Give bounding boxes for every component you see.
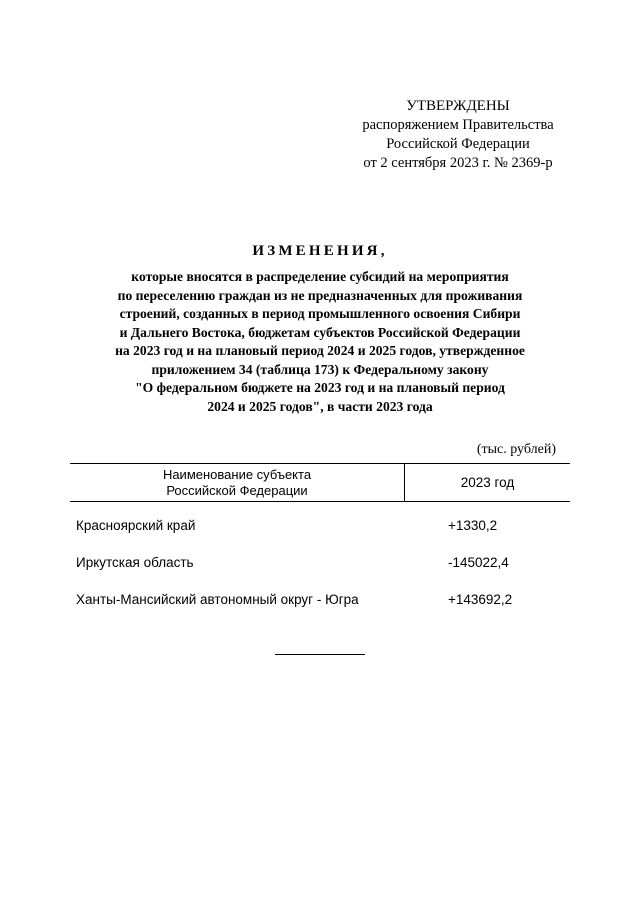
approval-line-2: Российской Федерации: [386, 136, 530, 152]
subtitle-line: приложением 34 (таблица 173) к Федеральному закону: [151, 361, 489, 377]
row-subject-name: Ханты-Мансийский автономный округ - Югра: [76, 592, 359, 607]
approval-heading: УТВЕРЖДЕНЫ: [406, 98, 510, 114]
subtitle-line: строений, созданных в период промышленного освоения Сибири: [119, 306, 521, 321]
document-title: ИЗМЕНЕНИЯ,: [252, 243, 388, 259]
row-value: -145022,4: [448, 555, 509, 570]
approval-line-3: от 2 сентября 2023 г. № 2369-р: [363, 155, 553, 171]
header-year: 2023 год: [460, 475, 515, 490]
row-value: +143692,2: [448, 592, 513, 607]
header-subject-name: [70, 464, 405, 501]
header-subject-line-1: Наименование субъекта: [162, 466, 312, 482]
subtitle-line: по переселению граждан из не предназначенных для проживания: [117, 287, 523, 303]
row-value: +1330,2: [448, 518, 498, 533]
subtitle-line: и Дальнего Востока, бюджетам субъектов Российской Федерации: [119, 324, 521, 340]
row-subject-name: Иркутская область: [76, 555, 194, 570]
subtitle-line: которые вносятся в распределение субсидий на мероприятия: [131, 269, 509, 284]
subtitle-line: "О федеральном бюджете на 2023 год и на плановый период: [135, 380, 505, 395]
table-row: [76, 551, 570, 588]
table-row: [76, 514, 570, 551]
table-body: [76, 514, 570, 625]
units-label: (тыс. рублей): [476, 442, 556, 457]
document-subtitle: [60, 268, 580, 416]
subtitle-line: 2024 и 2025 годов", в части 2023 года: [207, 398, 433, 414]
table-header: [70, 463, 570, 502]
table-row: [76, 588, 570, 625]
approval-line-1: распоряжением Правительства: [362, 117, 554, 133]
subtitle-line: на 2023 год и на плановый период 2024 и 2025 годов, утвержденное: [115, 343, 525, 358]
end-divider: [275, 654, 365, 655]
header-subject-line-2: Российской Федерации: [166, 482, 308, 498]
row-subject-name: Красноярский край: [76, 518, 196, 533]
approval-block: [340, 97, 576, 173]
